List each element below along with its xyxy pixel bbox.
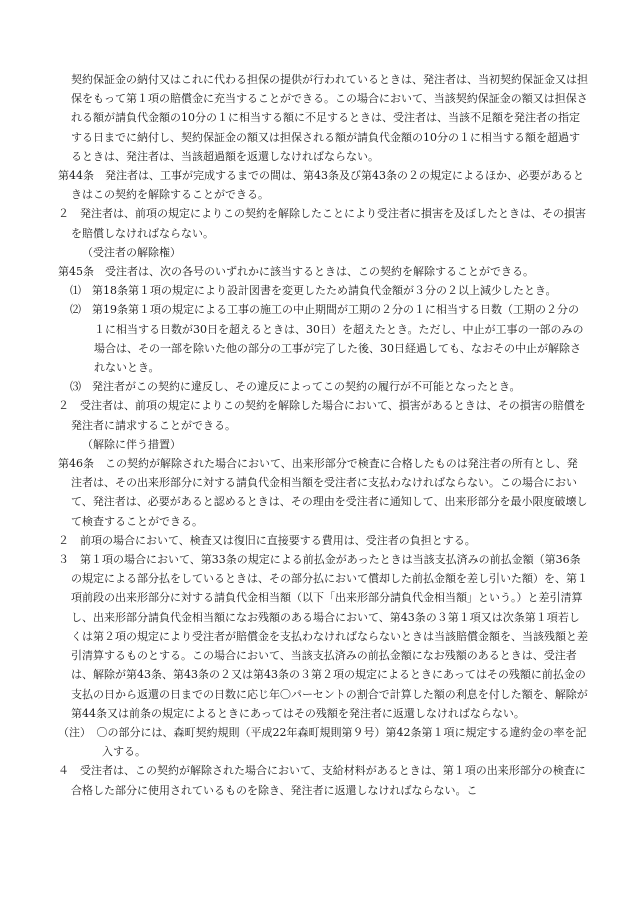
article-45-item-3: ⑶ 発注者がこの契約に違反し、その違反によってこの契約の履行が不可能となったとき。 bbox=[70, 380, 521, 394]
article-44-para-2: ２ 発注者は、前項の規定によりこの契約を解除したことにより受注者に損害を及ぼしたときは、その損害を賠償しなければならない。 bbox=[58, 207, 586, 240]
article-46: 第46条 この契約が解除された場合において、出来形部分で検査に合格したものは発注者の所有とし、発注者は、その出来形部分に対する請負代金相当額を受注者に支払わなければならない。この場合において、発注者は、必要があると認めるときは、その理由を受注者に通知して、出来形部分を最小限度破壊して検査することができる。 bbox=[58, 457, 588, 528]
article-44: 第44条 発注者は、工事が完成するまでの間は、第43条及び第43条の２の規定によるほか、必要があるときはこの契約を解除することができる。 bbox=[58, 169, 584, 202]
article-45-item-2: ⑵ 第19条第１項の規定による工事の施工の中止期間が工期の２分の１に相当する日数（工期の２分の１に相当する日数が30日を超えるときは、30日）を超えたとき。ただし、中止が工事の一部のみの場合は、その一部を除いた他の部分の工事が完了した後、30日経過しても、なおその中止が解除されないとき。 bbox=[70, 303, 584, 375]
section-heading: （受注者の解除権） bbox=[82, 245, 181, 259]
article-45: 第45条 受注者は、次の各号のいずれかに該当するときは、この契約を解除することができる。 bbox=[58, 265, 534, 279]
article-45-para-2: ２ 受注者は、前項の規定によりこの契約を解除した場合において、損害があるときは、その損害の賠償を発注者に請求することができる。 bbox=[58, 399, 586, 432]
section-heading: （解除に伴う措置） bbox=[82, 437, 181, 451]
article-46-para-2: ２ 前項の場合において、検査又は復旧に直接要する費用は、受注者の負担とする。 bbox=[58, 533, 476, 547]
article-46-para-3: ３ 第１項の場合において、第33条の規定による前払金があったときは当該支払済みの前払金額（第36条の規定による部分払をしているときは、その部分払において償却した前払金額を差し引いた額）を、第１項前段の出来形部分に対する請負代金相当額（以下「出来形部分請負代金相当額」という。）と差引清算し、出来形部分請負代金相当額になお残額のある場合において、第43条の３第１項又は次条第１項若しくは第２項の規定により受注者が賠償金を支払わなければならないときは当該賠償金額を、当該残額と差引清算するものとする。この場合において、当該支払済みの前払金額になお残額のあるときは、受注者は、解除が第43条、第43条の２又は第43条の３第２項の規定によるときにあってはその残額に前払金の支払の日から返還の日までの日数に応じ年〇パーセントの割合で計算した額の利息を付した額を、解除が第44条又は前条の規定によるときにあってはその残額を発注者に返還しなければならない。 bbox=[58, 553, 588, 720]
article-46-para-4: ４ 受注者は、この契約が解除された場合において、支給材料があるときは、第１項の出来形部分の検査に合格した部分に使用されているものを除き、発注者に返還しなければならない。こ bbox=[58, 764, 586, 797]
paragraph: 契約保証金の納付又はこれに代わる担保の提供が行われているときは、発注者は、当初契約保証金又は担保をもって第１項の賠償金に充当することができる。この場合において、当該契約保証金の額又は担保される額が請負代金額の10分の１に相当する額に不足するときは、受注者は、当該不足額を発注者の指定する日までに納付し、契約保証金の額又は担保される額が請負代金額の10分の１に相当する額を超過するときは、発注者は、当該超過額を返還しなければならない。 bbox=[71, 73, 588, 163]
document-page bbox=[58, 70, 588, 800]
article-45-item-1: ⑴ 第18条第１項の規定により設計図書を変更したため請負代金額が３分の２以上減少したとき。 bbox=[70, 284, 557, 298]
note: （注） 〇の部分には、森町契約規則（平成22年森町規則第９号）第42条第１項に規定する違約金の率を記入する。 bbox=[58, 725, 587, 759]
